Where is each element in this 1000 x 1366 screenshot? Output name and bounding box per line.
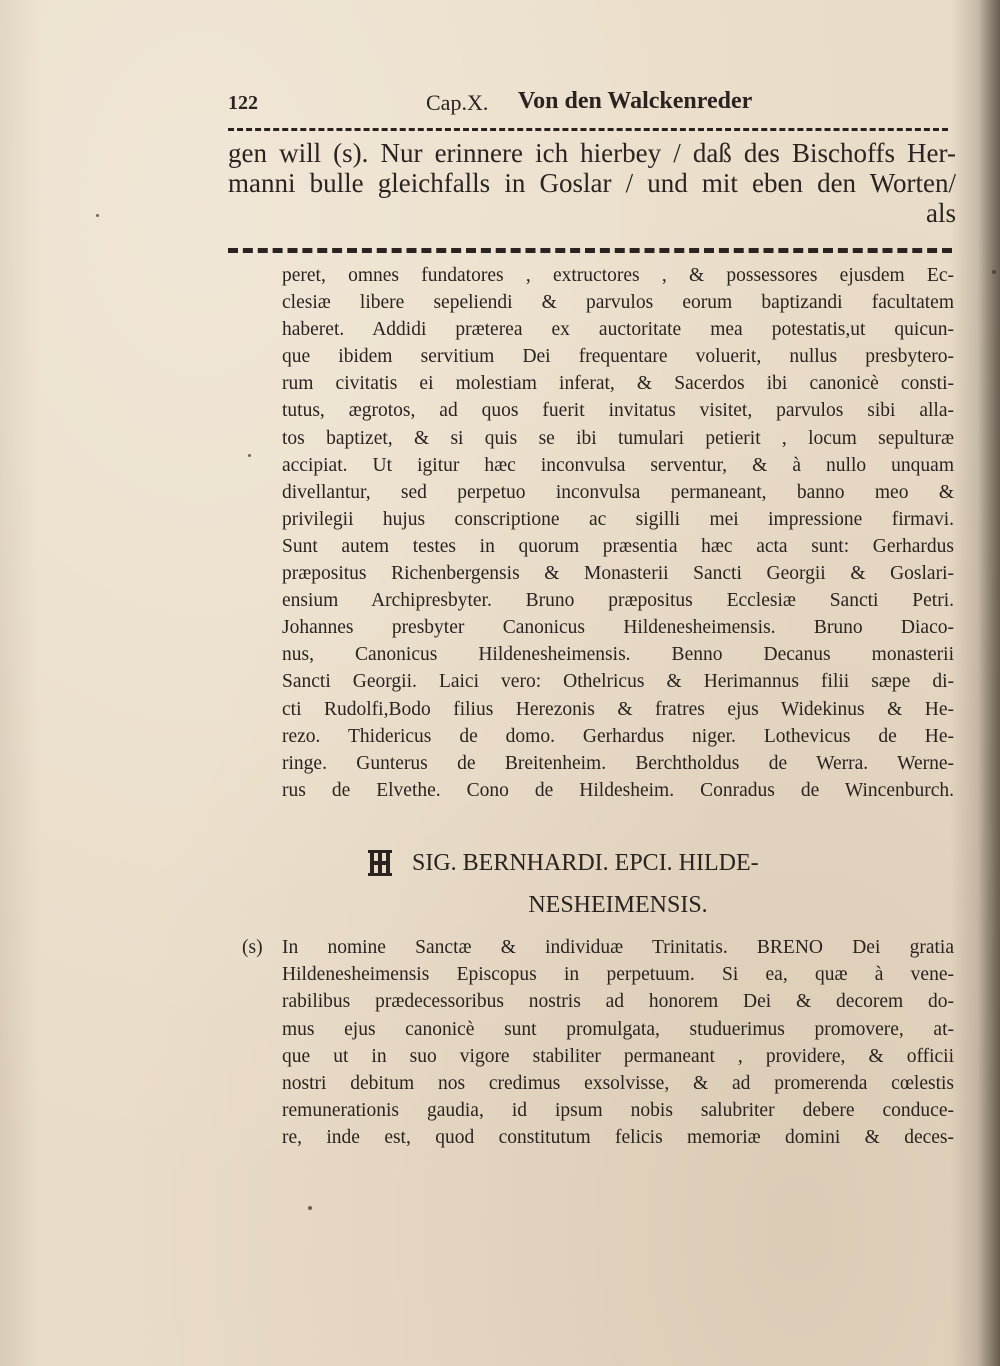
footnote-body	[282, 934, 954, 1152]
latin-line: que ibidem servitium Dei frequentare voluerit, nullus presbytero-	[282, 346, 954, 368]
seal-heading	[368, 848, 948, 919]
latin-line: accipiat. Ut igitur hæc inconvulsa serventur, & à nullo unquam	[282, 454, 954, 476]
latin-line: privilegii hujus conscriptione ac sigilli mei impressione firmavi.	[282, 508, 954, 530]
main-text	[228, 138, 956, 228]
footnote-line: Hildenesheimensis Episcopus in perpetuum. Si ea, quæ à vene-	[282, 964, 954, 986]
paper-speck	[96, 214, 99, 217]
header-rule	[228, 128, 948, 131]
page-number: 122	[228, 92, 258, 114]
seal-line	[368, 848, 948, 878]
footnote-line: remunerationis gaudia, id ipsum nobis salubriter debere conduce-	[282, 1100, 954, 1122]
main-text-line: manni bulle gleichfalls in Goslar / und mit eben den Worten/	[228, 168, 956, 198]
footnote-line: nostri debitum nos credimus exsolvisse, & ad promerenda cœlestis	[282, 1073, 954, 1095]
footnote-line: rabilibus prædecessoribus nostris ad honorem Dei & decorem do-	[282, 991, 954, 1013]
latin-line: Sunt autem testes in quorum præsentia hæc acta sunt: Gerhardus	[282, 535, 954, 557]
latin-line: haberet. Addidi præterea ex auctoritate mea potestatis,ut quicun-	[282, 319, 954, 341]
catchword: als	[926, 198, 956, 228]
latin-line: divellantur, sed perpetuo inconvulsa permaneant, banno meo &	[282, 481, 954, 503]
running-title: Von den Walckenreder	[518, 88, 753, 114]
latin-line: rezo. Thidericus de domo. Gerhardus niger. Lothevicus de He-	[282, 725, 954, 747]
latin-line: ringe. Gunterus de Breitenheim. Berchtholdus de Werra. Werne-	[282, 752, 954, 774]
latin-line: præpositus Richenbergensis & Monasterii Sancti Georgii & Goslari-	[282, 563, 954, 585]
latin-line: Sancti Georgii. Laici vero: Othelricus & Herimannus filii sæpe di-	[282, 671, 954, 693]
chapter-label: Cap.X.	[426, 90, 489, 115]
latin-line: Johannes presbyter Canonicus Hildenesheimensis. Bruno Diaco-	[282, 617, 954, 639]
footnote-line: re, inde est, quod constitutum felicis memoriæ domini & deces-	[282, 1127, 954, 1149]
seal-text-line-2: NESHEIMENSIS.	[528, 892, 708, 918]
latin-line: nus, Canonicus Hildenesheimensis. Benno Decanus monasterii	[282, 644, 954, 666]
paper-speck	[248, 454, 251, 457]
paper-speck	[308, 1206, 312, 1210]
footnote-line: mus ejus canonicè sunt promulgata, studuerimus promovere, at-	[282, 1018, 954, 1040]
latin-line: clesiæ libere sepeliendi & parvulos eorum baptizandi facultatem	[282, 292, 954, 314]
footnote-line: que ut in suo vigore stabiliter permaneant , providere, & officii	[282, 1045, 954, 1067]
latin-line: ensium Archipresbyter. Bruno præpositus Ecclesiæ Sancti Petri.	[282, 590, 954, 612]
paper-speck	[992, 270, 996, 274]
latin-line: tos baptizet, & si quis se ibi tumulari petierit , locum sepulturæ	[282, 427, 954, 449]
monogram-seal-icon	[368, 848, 392, 878]
latin-line: cti Rudolfi,Bodo filius Herezonis & fratres ejus Widekinus & He-	[282, 698, 954, 720]
latin-line: tutus, ægrotos, ad quos fuerit invitatus visitet, parvulos sibi alla-	[282, 400, 954, 422]
footnote-line: In nomine Sanctæ & individuæ Trinitatis. BRENO Dei gratia	[282, 937, 954, 958]
latin-charter-text	[282, 262, 954, 804]
seal-text-line-1: SIG. BERNHARDI. EPCI. HILDE-	[412, 849, 759, 876]
section-rule	[228, 248, 952, 253]
footnote-marker: (s)	[242, 937, 263, 958]
latin-line: peret, omnes fundatores , extructores , & possessores ejusdem Ec-	[282, 265, 954, 286]
main-text-line: gen will (s). Nur erinnere ich hierbey / daß des Bischoffs Her-	[228, 138, 956, 168]
latin-line: rus de Elvethe. Cono de Hildesheim. Conradus de Wincenburch.	[282, 779, 954, 801]
running-header	[228, 88, 788, 124]
page-edge-shadow	[978, 0, 1000, 1366]
latin-line: rum civitatis ei molestiam inferat, & Sacerdos ibi canonicè consti-	[282, 373, 954, 395]
